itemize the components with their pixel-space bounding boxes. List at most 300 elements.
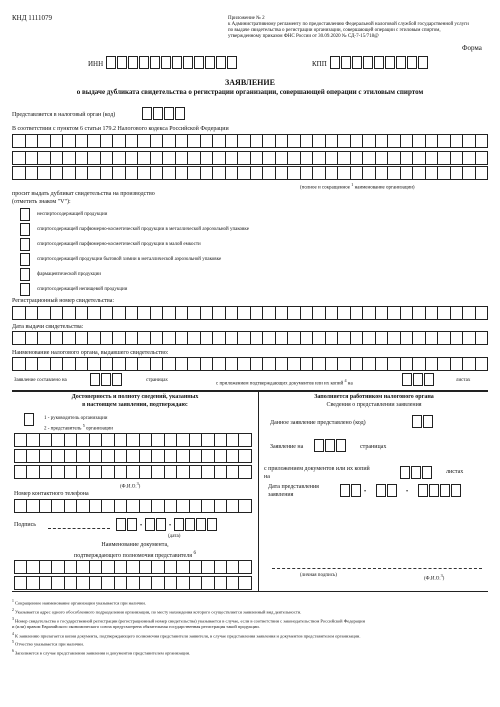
- entry-cell[interactable]: [139, 433, 151, 447]
- entry-cell[interactable]: [25, 134, 38, 148]
- entry-cell[interactable]: [112, 331, 125, 345]
- doc-row-2[interactable]: [14, 576, 252, 590]
- entry-cell[interactable]: [126, 499, 138, 513]
- entry-cell[interactable]: [26, 560, 38, 574]
- entry-cell[interactable]: [312, 166, 325, 180]
- entry-cell[interactable]: [400, 331, 413, 345]
- entry-cell[interactable]: [89, 576, 101, 590]
- role-cell[interactable]: [24, 413, 34, 426]
- entry-cell[interactable]: [238, 560, 251, 574]
- entry-cell[interactable]: [64, 499, 76, 513]
- entry-cell[interactable]: [350, 166, 363, 180]
- entry-cell[interactable]: [350, 306, 363, 320]
- entry-cell[interactable]: [150, 331, 163, 345]
- entry-cell[interactable]: [100, 151, 113, 165]
- entry-cell[interactable]: [226, 499, 238, 513]
- entry-cell[interactable]: [352, 56, 362, 69]
- entry-cell[interactable]: [25, 151, 38, 165]
- entry-cell[interactable]: [164, 576, 176, 590]
- entry-cell[interactable]: [112, 373, 122, 386]
- entry-cell[interactable]: [275, 166, 288, 180]
- entry-cell[interactable]: [189, 433, 201, 447]
- entry-cell[interactable]: [387, 134, 400, 148]
- entry-cell[interactable]: [237, 166, 250, 180]
- entry-cell[interactable]: [450, 306, 463, 320]
- entry-cell[interactable]: [337, 357, 350, 371]
- entry-cell[interactable]: [287, 166, 300, 180]
- entry-cell[interactable]: [126, 433, 138, 447]
- entry-cell[interactable]: [375, 357, 388, 371]
- entry-cell[interactable]: [39, 499, 51, 513]
- entry-cell[interactable]: [226, 576, 238, 590]
- entry-cell[interactable]: [139, 560, 151, 574]
- entry-cell[interactable]: [451, 484, 461, 497]
- entry-cell[interactable]: [226, 449, 238, 463]
- entry-cell[interactable]: [37, 134, 50, 148]
- right-month-cells[interactable]: [376, 484, 398, 497]
- org-name-row-2[interactable]: [12, 151, 488, 165]
- entry-cell[interactable]: [437, 166, 450, 180]
- entry-cell[interactable]: [412, 357, 425, 371]
- entry-cell[interactable]: [400, 306, 413, 320]
- entry-cell[interactable]: [205, 56, 215, 69]
- entry-cell[interactable]: [450, 134, 463, 148]
- doc-row-1[interactable]: [14, 560, 252, 574]
- entry-cell[interactable]: [151, 499, 163, 513]
- entry-cell[interactable]: [462, 166, 475, 180]
- entry-cell[interactable]: [375, 166, 388, 180]
- entry-cell[interactable]: [350, 151, 363, 165]
- entry-cell[interactable]: [175, 151, 188, 165]
- entry-cell[interactable]: [362, 331, 375, 345]
- entry-cell[interactable]: [412, 166, 425, 180]
- entry-cell[interactable]: [112, 357, 125, 371]
- entry-cell[interactable]: [156, 518, 166, 531]
- entry-cell[interactable]: [125, 134, 138, 148]
- entry-cell[interactable]: [37, 151, 50, 165]
- entry-cell[interactable]: [62, 134, 75, 148]
- entry-cell[interactable]: [150, 134, 163, 148]
- entry-cell[interactable]: [139, 465, 151, 479]
- entry-cell[interactable]: [275, 331, 288, 345]
- entry-cell[interactable]: [201, 449, 213, 463]
- entry-cell[interactable]: [37, 306, 50, 320]
- entry-cell[interactable]: [425, 331, 438, 345]
- entry-cell[interactable]: [51, 576, 63, 590]
- entry-cell[interactable]: [225, 151, 238, 165]
- entry-cell[interactable]: [25, 331, 38, 345]
- sheets-cells[interactable]: [402, 373, 435, 386]
- entry-cell[interactable]: [475, 306, 489, 320]
- issuer-row[interactable]: [12, 357, 488, 371]
- entry-cell[interactable]: [175, 331, 188, 345]
- phone-row[interactable]: [14, 499, 252, 513]
- entry-cell[interactable]: [200, 331, 213, 345]
- entry-cell[interactable]: [39, 560, 51, 574]
- entry-cell[interactable]: [151, 576, 163, 590]
- entry-cell[interactable]: [162, 331, 175, 345]
- entry-cell[interactable]: [126, 576, 138, 590]
- entry-cell[interactable]: [201, 499, 213, 513]
- reg-number-row[interactable]: [12, 306, 488, 320]
- entry-cell[interactable]: [37, 357, 50, 371]
- entry-cell[interactable]: [164, 449, 176, 463]
- entry-cell[interactable]: [287, 306, 300, 320]
- entry-cell[interactable]: [176, 433, 188, 447]
- entry-cell[interactable]: [189, 465, 201, 479]
- entry-cell[interactable]: [374, 56, 384, 69]
- org-name-row-1[interactable]: [12, 134, 488, 148]
- entry-cell[interactable]: [340, 484, 350, 497]
- entry-cell[interactable]: [150, 151, 163, 165]
- entry-cell[interactable]: [207, 518, 217, 531]
- entry-cell[interactable]: [411, 466, 421, 479]
- entry-cell[interactable]: [62, 151, 75, 165]
- entry-cell[interactable]: [26, 465, 38, 479]
- entry-cell[interactable]: [262, 166, 275, 180]
- entry-cell[interactable]: [337, 331, 350, 345]
- entry-cell[interactable]: [100, 331, 113, 345]
- entry-cell[interactable]: [387, 484, 397, 497]
- entry-cell[interactable]: [201, 433, 213, 447]
- entry-cell[interactable]: [325, 357, 338, 371]
- option-checkbox[interactable]: [20, 223, 30, 236]
- entry-cell[interactable]: [176, 576, 188, 590]
- entry-cell[interactable]: [189, 449, 201, 463]
- entry-cell[interactable]: [126, 465, 138, 479]
- entry-cell[interactable]: [127, 518, 137, 531]
- org-name-row-3[interactable]: [12, 166, 488, 180]
- entry-cell[interactable]: [39, 449, 51, 463]
- entry-cell[interactable]: [189, 560, 201, 574]
- entry-cell[interactable]: [325, 306, 338, 320]
- entry-cell[interactable]: [151, 560, 163, 574]
- entry-cell[interactable]: [413, 373, 423, 386]
- entry-cell[interactable]: [50, 306, 63, 320]
- entry-cell[interactable]: [137, 166, 150, 180]
- entry-cell[interactable]: [212, 331, 225, 345]
- entry-cell[interactable]: [125, 151, 138, 165]
- entry-cell[interactable]: [162, 306, 175, 320]
- entry-cell[interactable]: [238, 499, 251, 513]
- entry-cell[interactable]: [325, 331, 338, 345]
- entry-cell[interactable]: [363, 56, 373, 69]
- entry-cell[interactable]: [125, 357, 138, 371]
- entry-cell[interactable]: [402, 373, 412, 386]
- entry-cell[interactable]: [150, 166, 163, 180]
- entry-cell[interactable]: [450, 151, 463, 165]
- entry-cell[interactable]: [137, 151, 150, 165]
- entry-cell[interactable]: [187, 306, 200, 320]
- entry-cell[interactable]: [337, 151, 350, 165]
- entry-cell[interactable]: [101, 576, 113, 590]
- entry-cell[interactable]: [76, 560, 88, 574]
- entry-cell[interactable]: [89, 499, 101, 513]
- entry-cell[interactable]: [475, 134, 489, 148]
- entry-cell[interactable]: [64, 465, 76, 479]
- entry-cell[interactable]: [201, 576, 213, 590]
- entry-cell[interactable]: [437, 306, 450, 320]
- entry-cell[interactable]: [314, 439, 324, 452]
- entry-cell[interactable]: [12, 331, 25, 345]
- entry-cell[interactable]: [226, 560, 238, 574]
- entry-cell[interactable]: [12, 151, 25, 165]
- entry-cell[interactable]: [64, 433, 76, 447]
- entry-cell[interactable]: [325, 166, 338, 180]
- entry-cell[interactable]: [62, 306, 75, 320]
- entry-cell[interactable]: [112, 151, 125, 165]
- sign-month-cells[interactable]: [145, 518, 167, 531]
- entry-cell[interactable]: [237, 306, 250, 320]
- entry-cell[interactable]: [128, 56, 138, 69]
- entry-cell[interactable]: [50, 166, 63, 180]
- entry-cell[interactable]: [262, 151, 275, 165]
- entry-cell[interactable]: [212, 151, 225, 165]
- entry-cell[interactable]: [151, 433, 163, 447]
- entry-cell[interactable]: [262, 134, 275, 148]
- presented-code-cells[interactable]: [412, 415, 434, 428]
- entry-cell[interactable]: [51, 433, 63, 447]
- entry-cell[interactable]: [225, 166, 238, 180]
- entry-cell[interactable]: [262, 357, 275, 371]
- entry-cell[interactable]: [62, 357, 75, 371]
- entry-cell[interactable]: [440, 484, 450, 497]
- entry-cell[interactable]: [101, 560, 113, 574]
- entry-cell[interactable]: [412, 151, 425, 165]
- entry-cell[interactable]: [175, 306, 188, 320]
- entry-cell[interactable]: [214, 465, 226, 479]
- entry-cell[interactable]: [101, 499, 113, 513]
- entry-cell[interactable]: [462, 151, 475, 165]
- entry-cell[interactable]: [75, 151, 88, 165]
- entry-cell[interactable]: [37, 331, 50, 345]
- entry-cell[interactable]: [172, 56, 182, 69]
- option-checkbox[interactable]: [20, 268, 30, 281]
- entry-cell[interactable]: [126, 560, 138, 574]
- entry-cell[interactable]: [214, 433, 226, 447]
- entry-cell[interactable]: [114, 560, 126, 574]
- entry-cell[interactable]: [87, 306, 100, 320]
- entry-cell[interactable]: [26, 576, 38, 590]
- entry-cell[interactable]: [187, 357, 200, 371]
- pages-cells[interactable]: [90, 373, 123, 386]
- entry-cell[interactable]: [312, 151, 325, 165]
- entry-cell[interactable]: [51, 449, 63, 463]
- entry-cell[interactable]: [237, 331, 250, 345]
- entry-cell[interactable]: [75, 331, 88, 345]
- entry-cell[interactable]: [76, 465, 88, 479]
- entry-cell[interactable]: [201, 560, 213, 574]
- entry-cell[interactable]: [112, 166, 125, 180]
- entry-cell[interactable]: [351, 484, 361, 497]
- entry-cell[interactable]: [64, 576, 76, 590]
- signature-line[interactable]: [48, 528, 110, 529]
- entry-cell[interactable]: [51, 560, 63, 574]
- entry-cell[interactable]: [237, 151, 250, 165]
- entry-cell[interactable]: [101, 449, 113, 463]
- entry-cell[interactable]: [150, 357, 163, 371]
- entry-cell[interactable]: [437, 357, 450, 371]
- entry-cell[interactable]: [237, 357, 250, 371]
- entry-cell[interactable]: [287, 357, 300, 371]
- entry-cell[interactable]: [126, 449, 138, 463]
- entry-cell[interactable]: [336, 439, 346, 452]
- entry-cell[interactable]: [75, 166, 88, 180]
- entry-cell[interactable]: [462, 357, 475, 371]
- right-day-cells[interactable]: [340, 484, 362, 497]
- entry-cell[interactable]: [14, 449, 26, 463]
- entry-cell[interactable]: [437, 331, 450, 345]
- entry-cell[interactable]: [423, 415, 433, 428]
- entry-cell[interactable]: [387, 166, 400, 180]
- entry-cell[interactable]: [164, 465, 176, 479]
- entry-cell[interactable]: [437, 134, 450, 148]
- sign-day-cells[interactable]: [116, 518, 138, 531]
- entry-cell[interactable]: [325, 134, 338, 148]
- tax-organ-code-cells[interactable]: [142, 107, 186, 120]
- entry-cell[interactable]: [26, 433, 38, 447]
- entry-cell[interactable]: [275, 357, 288, 371]
- entry-cell[interactable]: [194, 56, 204, 69]
- entry-cell[interactable]: [153, 107, 163, 120]
- entry-cell[interactable]: [287, 151, 300, 165]
- entry-cell[interactable]: [376, 484, 386, 497]
- entry-cell[interactable]: [362, 151, 375, 165]
- entry-cell[interactable]: [237, 134, 250, 148]
- entry-cell[interactable]: [214, 499, 226, 513]
- entry-cell[interactable]: [300, 331, 313, 345]
- entry-cell[interactable]: [362, 166, 375, 180]
- entry-cell[interactable]: [100, 166, 113, 180]
- entry-cell[interactable]: [112, 306, 125, 320]
- right-sheets-cells[interactable]: [400, 466, 433, 479]
- entry-cell[interactable]: [25, 306, 38, 320]
- entry-cell[interactable]: [137, 306, 150, 320]
- entry-cell[interactable]: [100, 357, 113, 371]
- fio-row-1[interactable]: [14, 433, 252, 447]
- entry-cell[interactable]: [362, 306, 375, 320]
- entry-cell[interactable]: [114, 433, 126, 447]
- entry-cell[interactable]: [312, 306, 325, 320]
- entry-cell[interactable]: [150, 306, 163, 320]
- entry-cell[interactable]: [114, 449, 126, 463]
- entry-cell[interactable]: [175, 134, 188, 148]
- entry-cell[interactable]: [150, 56, 160, 69]
- entry-cell[interactable]: [139, 499, 151, 513]
- entry-cell[interactable]: [161, 56, 171, 69]
- entry-cell[interactable]: [262, 306, 275, 320]
- entry-cell[interactable]: [187, 151, 200, 165]
- entry-cell[interactable]: [125, 331, 138, 345]
- entry-cell[interactable]: [114, 465, 126, 479]
- entry-cell[interactable]: [25, 166, 38, 180]
- option-checkbox[interactable]: [20, 238, 30, 251]
- entry-cell[interactable]: [425, 134, 438, 148]
- entry-cell[interactable]: [189, 576, 201, 590]
- entry-cell[interactable]: [375, 134, 388, 148]
- entry-cell[interactable]: [312, 331, 325, 345]
- inn-cells[interactable]: [106, 56, 238, 69]
- entry-cell[interactable]: [174, 518, 184, 531]
- entry-cell[interactable]: [90, 373, 100, 386]
- entry-cell[interactable]: [250, 134, 263, 148]
- entry-cell[interactable]: [475, 331, 489, 345]
- entry-cell[interactable]: [162, 151, 175, 165]
- entry-cell[interactable]: [175, 107, 185, 120]
- entry-cell[interactable]: [50, 331, 63, 345]
- entry-cell[interactable]: [226, 465, 238, 479]
- entry-cell[interactable]: [238, 465, 251, 479]
- entry-cell[interactable]: [101, 373, 111, 386]
- entry-cell[interactable]: [425, 166, 438, 180]
- entry-cell[interactable]: [407, 56, 417, 69]
- entry-cell[interactable]: [200, 134, 213, 148]
- entry-cell[interactable]: [425, 151, 438, 165]
- entry-cell[interactable]: [162, 357, 175, 371]
- entry-cell[interactable]: [437, 151, 450, 165]
- entry-cell[interactable]: [201, 465, 213, 479]
- entry-cell[interactable]: [300, 134, 313, 148]
- entry-cell[interactable]: [139, 449, 151, 463]
- entry-cell[interactable]: [250, 151, 263, 165]
- entry-cell[interactable]: [64, 449, 76, 463]
- entry-cell[interactable]: [300, 166, 313, 180]
- entry-cell[interactable]: [145, 518, 155, 531]
- entry-cell[interactable]: [375, 331, 388, 345]
- entry-cell[interactable]: [101, 465, 113, 479]
- entry-cell[interactable]: [200, 151, 213, 165]
- entry-cell[interactable]: [51, 465, 63, 479]
- entry-cell[interactable]: [214, 560, 226, 574]
- entry-cell[interactable]: [89, 465, 101, 479]
- entry-cell[interactable]: [262, 331, 275, 345]
- entry-cell[interactable]: [151, 449, 163, 463]
- entry-cell[interactable]: [362, 134, 375, 148]
- entry-cell[interactable]: [212, 306, 225, 320]
- entry-cell[interactable]: [176, 465, 188, 479]
- entry-cell[interactable]: [312, 134, 325, 148]
- entry-cell[interactable]: [12, 166, 25, 180]
- entry-cell[interactable]: [12, 134, 25, 148]
- entry-cell[interactable]: [50, 357, 63, 371]
- entry-cell[interactable]: [100, 306, 113, 320]
- entry-cell[interactable]: [214, 449, 226, 463]
- entry-cell[interactable]: [350, 357, 363, 371]
- entry-cell[interactable]: [187, 166, 200, 180]
- entry-cell[interactable]: [330, 56, 340, 69]
- entry-cell[interactable]: [275, 306, 288, 320]
- entry-cell[interactable]: [101, 433, 113, 447]
- entry-cell[interactable]: [238, 576, 251, 590]
- entry-cell[interactable]: [216, 56, 226, 69]
- entry-cell[interactable]: [112, 134, 125, 148]
- entry-cell[interactable]: [162, 166, 175, 180]
- entry-cell[interactable]: [137, 331, 150, 345]
- entry-cell[interactable]: [200, 357, 213, 371]
- entry-cell[interactable]: [212, 166, 225, 180]
- entry-cell[interactable]: [275, 134, 288, 148]
- entry-cell[interactable]: [400, 466, 410, 479]
- entry-cell[interactable]: [106, 56, 116, 69]
- entry-cell[interactable]: [62, 331, 75, 345]
- entry-cell[interactable]: [350, 331, 363, 345]
- entry-cell[interactable]: [151, 465, 163, 479]
- entry-cell[interactable]: [164, 107, 174, 120]
- entry-cell[interactable]: [64, 560, 76, 574]
- entry-cell[interactable]: [89, 560, 101, 574]
- entry-cell[interactable]: [350, 134, 363, 148]
- entry-cell[interactable]: [75, 306, 88, 320]
